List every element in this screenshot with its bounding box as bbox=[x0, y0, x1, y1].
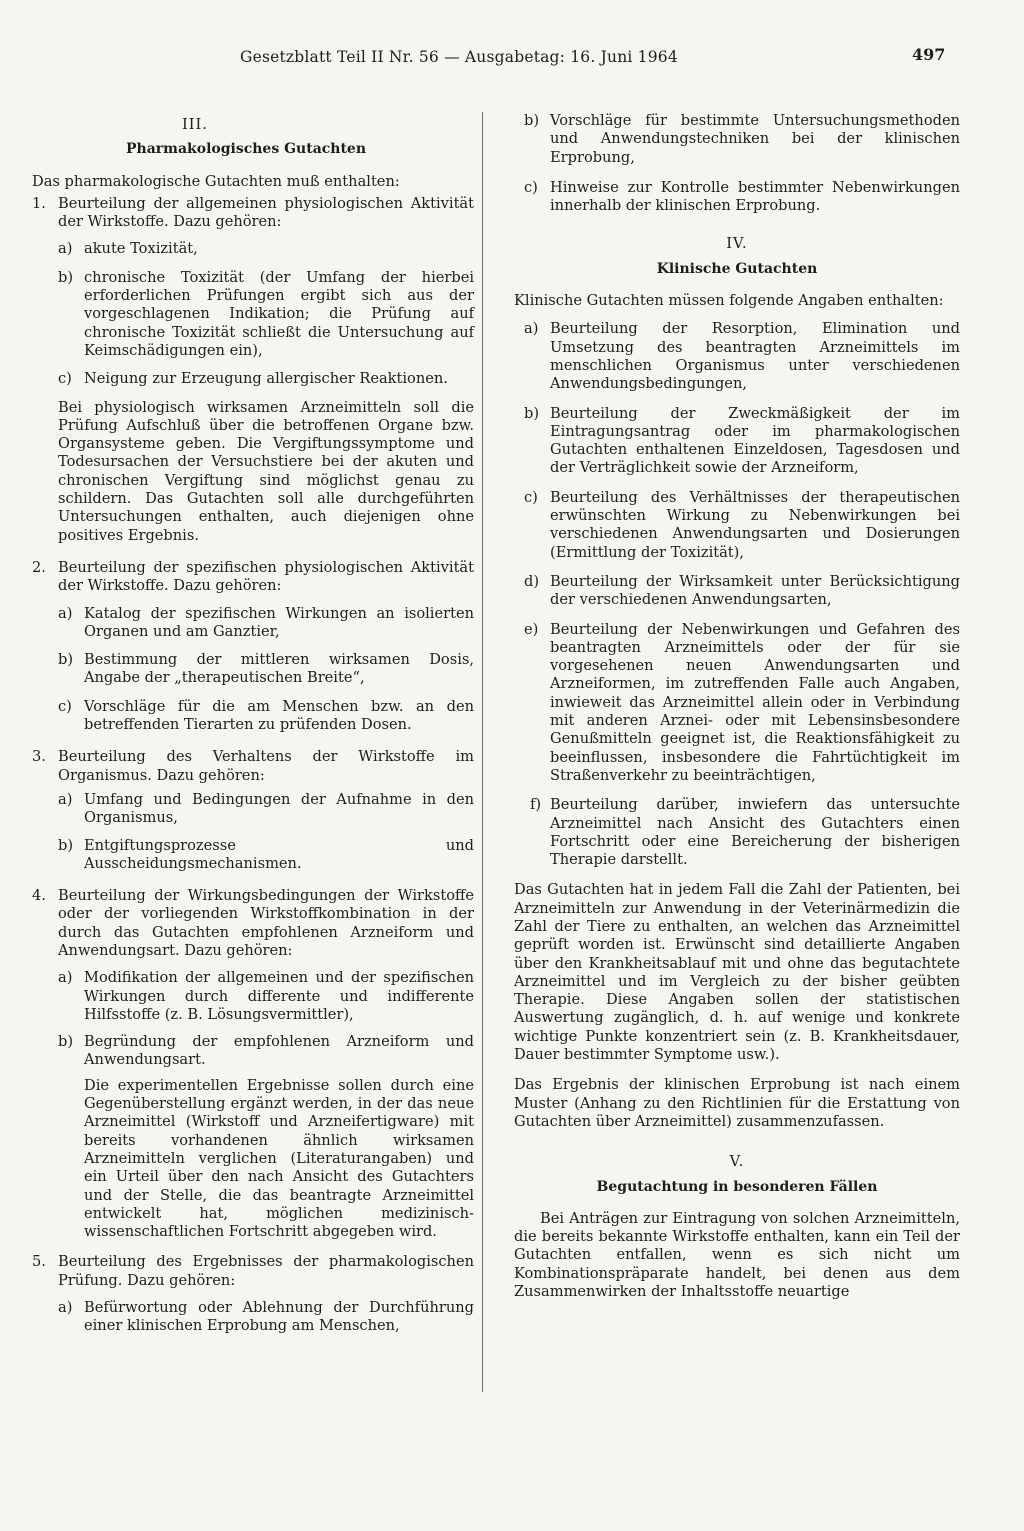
list-item bbox=[32, 1253, 474, 1290]
column-divider bbox=[482, 112, 483, 1392]
list-item bbox=[32, 748, 474, 785]
sub-item-label: b) bbox=[58, 651, 74, 669]
sub-item-label: c) bbox=[524, 178, 538, 196]
sub-item-label: b) bbox=[524, 404, 540, 422]
sub-item bbox=[32, 605, 474, 642]
list-item bbox=[32, 195, 474, 232]
sub-item-text: Modifikation der allgemeinen und der spezifischen Wirkungen durch differente und indifferente Hilfsstoffe (z. B. Lösungsvermittler), bbox=[84, 969, 474, 1023]
sub-item-label: c) bbox=[524, 488, 538, 506]
sub-item bbox=[32, 1299, 474, 1336]
sub-item bbox=[32, 651, 474, 688]
item-text: Beurteilung der spezifischen physiologischen Aktivität der Wirkstoffe. Dazu gehören: bbox=[58, 558, 474, 595]
sub-item-label: b) bbox=[58, 836, 74, 854]
sub-item-label: c) bbox=[58, 697, 72, 715]
sub-item-text: Begründung der empfohlenen Arzneiform und Anwendungsart. bbox=[84, 1033, 474, 1069]
sub-item-text: Umfang und Bedingungen der Aufnahme in den Organismus, bbox=[84, 790, 474, 827]
header-title: Gesetzblatt Teil II Nr. 56 — Ausgabetag: 16. Juni 1964 bbox=[240, 48, 678, 66]
sub-item-label: f) bbox=[530, 796, 542, 814]
section-number: IV. bbox=[726, 235, 748, 253]
sub-item bbox=[32, 1033, 474, 1070]
sub-item-label: a) bbox=[524, 320, 539, 338]
sub-item bbox=[32, 370, 474, 388]
sub-item bbox=[514, 573, 960, 610]
sub-item-label: a) bbox=[58, 604, 73, 622]
list-item bbox=[32, 887, 474, 960]
sub-item bbox=[514, 489, 960, 562]
sub-item-text: Befürwortung oder Ablehnung der Durchführung einer klinischen Erprobung am Menschen, bbox=[84, 1299, 474, 1335]
sub-item-text: Beurteilung der Resorption, Elimination und Umsetzung des beantragten Arzneimittels im menschlichen Organismus unter verschiedenen Anwendungsbedingungen, bbox=[550, 320, 960, 393]
sub-item bbox=[514, 796, 960, 869]
sub-item-text: Vorschläge für bestimmte Untersuchungsmethoden und Anwendungstechniken bei der klinischen Erprobung, bbox=[550, 112, 960, 166]
item-text: Beurteilung des Ergebnisses der pharmakologischen Prüfung. Dazu gehören: bbox=[58, 1253, 474, 1289]
sub-item-text: Katalog der spezifischen Wirkungen an isolierten Organen und am Ganztier, bbox=[84, 604, 474, 640]
item-text: Beurteilung des Verhaltens der Wirkstoffe im Organismus. Dazu gehören: bbox=[58, 748, 474, 784]
section-title: Begutachtung in besonderen Fällen bbox=[596, 1178, 878, 1195]
sub-item bbox=[32, 698, 474, 735]
paragraph: Das Ergebnis der klinischen Erprobung ist nach einem Muster (Anhang zu den Richtlinien für die Erstattung von Gutachten über Arzneimittel) zusammenzufassen. bbox=[514, 1076, 960, 1130]
paragraph: Die experimentellen Ergebnisse sollen durch eine Gegenüberstellung ergänzt werden, in der das neue Arzneimittel (Wirkstoff und Arzneifertigware) mit bereits vorhandenen ähnlich wirksamen Arzneimitteln verglichen (Literaturangaben) und ein Urteil über den nach Ansicht des Gutachters und der Stelle, die das beantragte Arzneimittel entwickelt hat, möglichen medizinisch-wissenschaftlichen Fortschritt abgegeben wird. bbox=[84, 1076, 474, 1241]
sub-item bbox=[32, 269, 474, 360]
sub-item bbox=[32, 791, 474, 828]
sub-item bbox=[514, 320, 960, 393]
paragraph: Das Gutachten hat in jedem Fall die Zahl der Patienten, bei Arzneimitteln zur Anwendung in der Veterinärmedizin die Zahl der Tiere zu enthalten, an welchen das Arzneimittel geprüft worden ist. Erwünscht sind detaillierte Angaben über den Krankheitsablauf mit und ohne das begutachtete Arzneimittel und im Vergleich zu der bisher geübten Therapie. Diese Angaben sollen der statistischen Auswertung zugänglich, d. h. auf wenige und konkrete wichtige Punkte konzentriert sein (z. B. Krankheitsdauer, Dauer bestimmter Symptome usw.). bbox=[514, 881, 960, 1064]
sub-item-text: Beurteilung der Wirksamkeit unter Berücksichtigung der verschiedenen Anwendungsarten, bbox=[550, 572, 960, 609]
sub-item-text: akute Toxizität, bbox=[84, 240, 198, 258]
sub-item-text: Beurteilung des Verhältnisses der therapeutischen erwünschten Wirkung zu Nebenwirkungen bei verschiedenen Anwendungsarten und Dosierungen (Ermittlung der Toxizität), bbox=[550, 488, 960, 561]
section-title: Pharmakologisches Gutachten bbox=[126, 141, 367, 158]
item-number: 5. bbox=[32, 1253, 46, 1271]
sub-item-text: Vorschläge für die am Menschen bzw. an den betreffenden Tierarten zu prüfenden Dosen. bbox=[84, 697, 474, 734]
section-intro: Das pharmakologische Gutachten muß enthalten: bbox=[32, 172, 400, 190]
sub-item-label: b) bbox=[58, 268, 74, 286]
sub-item bbox=[32, 969, 474, 1024]
right-column bbox=[514, 112, 960, 1301]
sub-item-text: Beurteilung der Nebenwirkungen und Gefahren des beantragten Arzneimittels oder der für sie vorgesehenen neuen Anwendungsarten und Arzneiformen, im zutreffenden Falle auch Angaben, inwieweit das Arzneimittel allein oder in Verbindung mit anderen Arznei- oder mit Lebensinsbesondere Genußmitteln geeignet ist, die Reaktionsfähigkeit zu beeinflussen, insbesondere die Fahrtüchtigkeit im Straßenverkehr zu beeinträchtigen, bbox=[550, 620, 960, 784]
sub-item-text: Bestimmung der mittleren wirksamen Dosis, Angabe der „therapeutischen Breite“, bbox=[84, 651, 474, 687]
page-number: 497 bbox=[912, 45, 946, 64]
sub-item bbox=[514, 405, 960, 478]
sub-item bbox=[514, 621, 960, 786]
sub-item-text: Beurteilung darüber, inwiefern das untersuchte Arzneimittel nach Ansicht des Gutachters einen Fortschritt oder eine Bereicherung der bisherigen Therapie darstellt. bbox=[550, 796, 960, 869]
item-number: 4. bbox=[32, 887, 46, 905]
sub-item-label: c) bbox=[58, 370, 72, 388]
left-column bbox=[32, 116, 474, 1336]
section-title: Klinische Gutachten bbox=[656, 260, 818, 277]
sub-item bbox=[514, 179, 960, 216]
sub-item-label: a) bbox=[58, 240, 73, 258]
sub-item-label: b) bbox=[58, 1033, 74, 1051]
section-number: V. bbox=[729, 1153, 745, 1171]
sub-item bbox=[32, 240, 474, 258]
paragraph: Bei Anträgen zur Eintragung von solchen Arzneimitteln, die bereits bekannte Wirkstoffe enthalten, kann ein Teil der Gutachten entfallen, wenn es sich nicht um Kombinationspräparate handelt, bei denen aus dem Zusammenwirken der Inhaltsstoffe neuartige bbox=[514, 1209, 960, 1301]
list-item bbox=[32, 559, 474, 596]
sub-item-label: a) bbox=[58, 969, 73, 987]
section-intro: Klinische Gutachten müssen folgende Angaben enthalten: bbox=[514, 292, 944, 310]
sub-item-text: chronische Toxizität (der Umfang der hierbei erforderlichen Prüfungen ergibt sich aus der vorgeschlagenen Indikation; die Prüfung auf chronische Toxizität schließt die Untersuchung auf Keimschädigungen ein), bbox=[84, 268, 474, 359]
sub-item-label: a) bbox=[58, 1299, 73, 1317]
item-number: 3. bbox=[32, 748, 46, 766]
sub-item bbox=[32, 837, 474, 874]
item-number: 1. bbox=[32, 194, 46, 212]
item-number: 2. bbox=[32, 558, 46, 576]
section-number: III. bbox=[182, 116, 208, 133]
sub-item-text: Beurteilung der Zweckmäßigkeit der im Eintragungsantrag oder im pharmakologischen Gutachten enthaltenen Einzeldosen, Tagesdosen und der Verträglichkeit sowie der Arzneiform, bbox=[550, 404, 960, 477]
item-text: Beurteilung der Wirkungsbedingungen der Wirkstoffe oder der vorliegenden Wirkstoffkombination in der durch das Gutachten empfohlenen Arzneiform und Anwendungsart. Dazu gehören: bbox=[58, 887, 474, 959]
paragraph: Bei physiologisch wirksamen Arzneimitteln soll die Prüfung Aufschluß über die betroffenen Organe bzw. Organsysteme geben. Die Vergiftungssymptome und Todesursachen der Versuchstiere bei der akuten und chronischen Vergiftung sind möglichst genau zu schildern. Das Gutachten soll alle durchgeführten Untersuchungen enthalten, auch diejenigen ohne positives Ergebnis. bbox=[58, 398, 474, 544]
sub-item-label: a) bbox=[58, 790, 73, 808]
sub-item bbox=[514, 112, 960, 167]
sub-item-text: Entgiftungsprozesse und Ausscheidungsmechanismen. bbox=[84, 836, 474, 872]
sub-item-text: Neigung zur Erzeugung allergischer Reaktionen. bbox=[84, 370, 448, 388]
item-text: Beurteilung der allgemeinen physiologischen Aktivität der Wirkstoffe. Dazu gehören: bbox=[58, 194, 474, 231]
sub-item-text: Hinweise zur Kontrolle bestimmter Nebenwirkungen innerhalb der klinischen Erprobung. bbox=[550, 178, 960, 215]
sub-item-label: e) bbox=[524, 620, 539, 638]
sub-item-label: b) bbox=[524, 112, 540, 129]
sub-item-label: d) bbox=[524, 572, 540, 590]
